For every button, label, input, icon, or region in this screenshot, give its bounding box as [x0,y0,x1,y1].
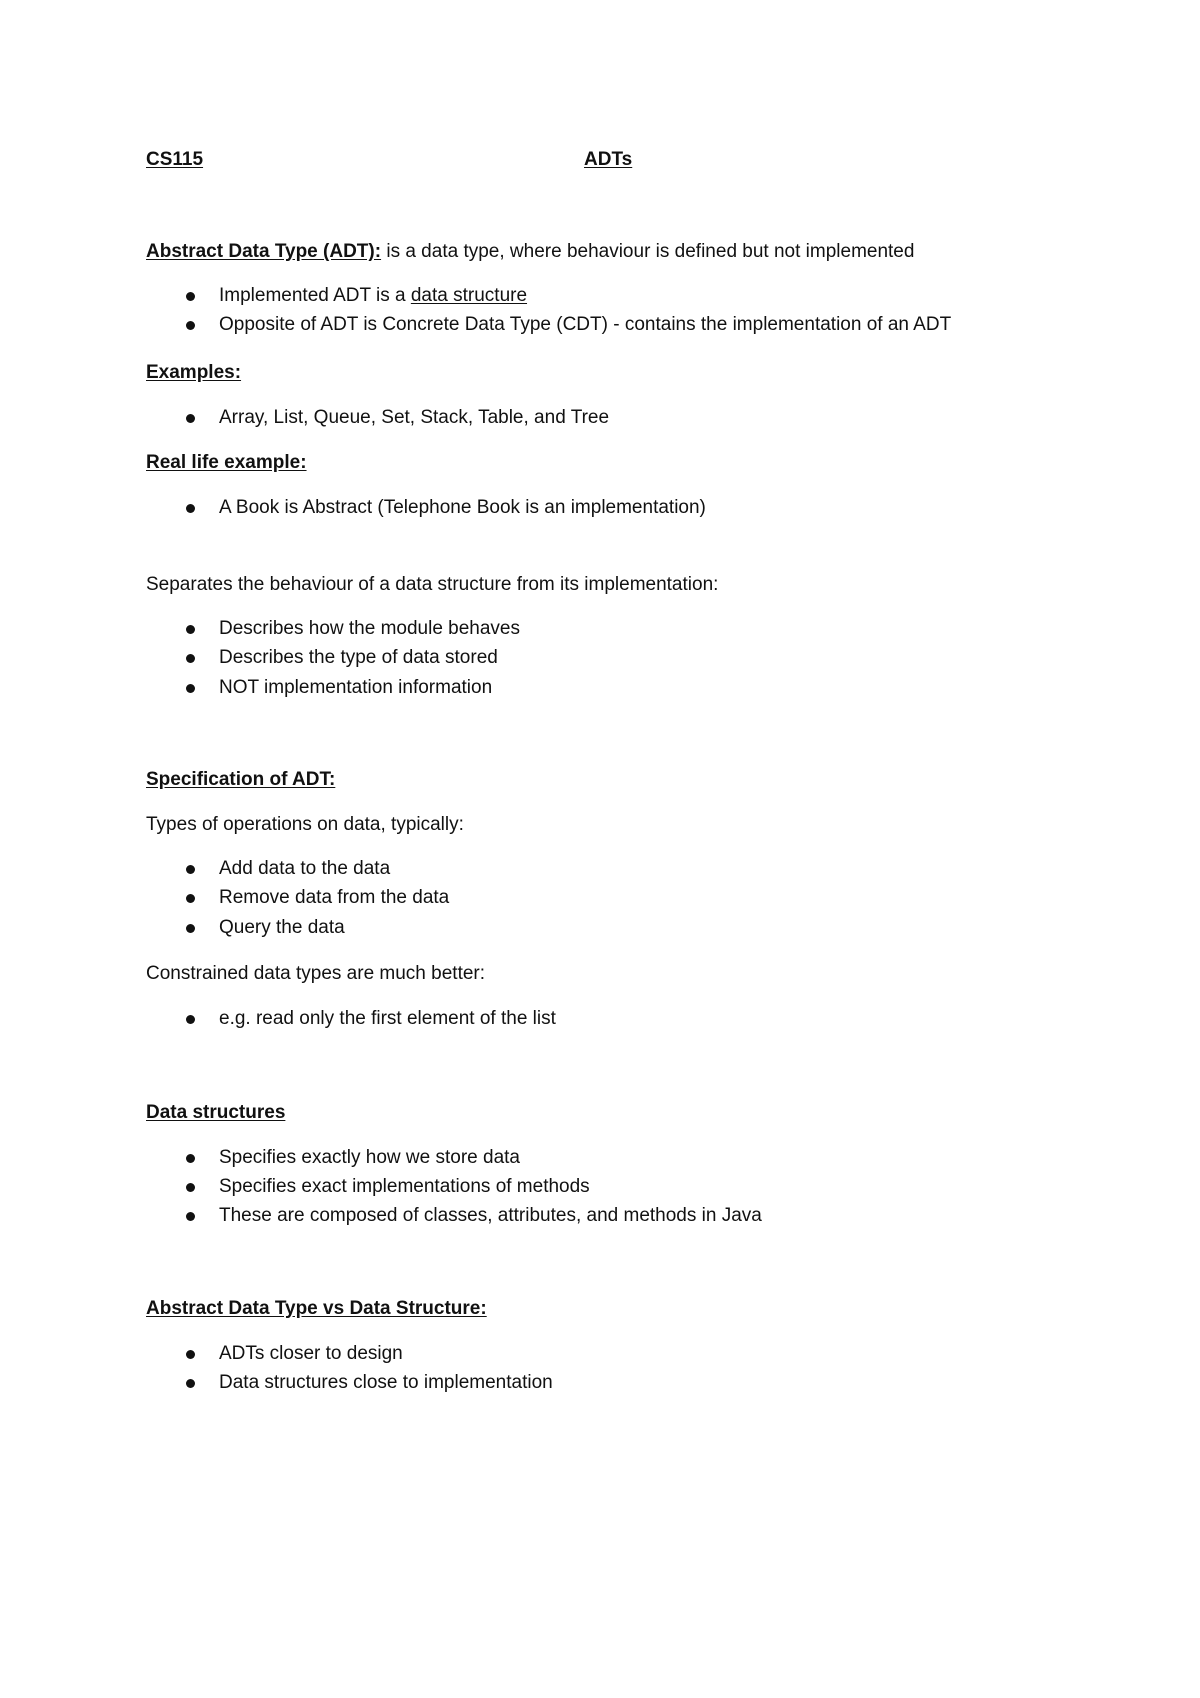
bullet-text: Specifies exact implementations of methods [219,1176,590,1197]
adt-definition-text: is a data type, where behaviour is defined but not implemented [381,241,915,262]
bullet-text: Remove data from the data [219,887,450,908]
bullet-icon [186,1015,195,1024]
bullet-icon [186,321,195,330]
specification-heading: Specification of ADT: [146,769,336,790]
bullet-icon [186,414,195,423]
bullet-text: Describes how the module behaves [219,618,521,639]
bullet-icon [186,1379,195,1388]
bullet-text: A Book is Abstract (Telephone Book is an implementation) [219,497,706,518]
bullet-text: These are composed of classes, attributes, and methods in Java [219,1205,762,1226]
bullet-text: Specifies exactly how we store data [219,1147,520,1168]
bullet-icon [186,894,195,903]
comparison-heading: Abstract Data Type vs Data Structure: [146,1298,487,1319]
adt-term: Abstract Data Type (ADT): [146,241,382,262]
bullet-text: Describes the type of data stored [219,647,498,668]
bullet-text: Data structures close to implementation [219,1372,553,1393]
bullet-text: Array, List, Queue, Set, Stack, Table, and Tree [219,407,610,428]
page-title: ADTs [584,149,633,170]
bullet-icon [186,1212,195,1221]
bullet-icon [186,504,195,513]
constrained-paragraph: Constrained data types are much better: [146,963,486,984]
data-structures-heading: Data structures [146,1102,286,1123]
bullet-icon [186,1350,195,1359]
bullet-icon [186,292,195,301]
adt-definition [146,240,914,264]
bullet-icon [186,865,195,874]
bullet-text: Opposite of ADT is Concrete Data Type (CDT) - contains the implementation of an ADT [219,314,952,335]
separates-paragraph: Separates the behaviour of a data structure from its implementation: [146,574,719,595]
real-life-heading: Real life example: [146,452,307,473]
specification-intro: Types of operations on data, typically: [146,814,464,835]
bullet-icon [186,625,195,634]
bullet-icon [186,1154,195,1163]
examples-heading: Examples: [146,362,242,383]
course-code: CS115 [146,149,204,170]
bullet-icon [186,924,195,933]
bullet-text: Implemented ADT is a [219,285,411,306]
bullet-text: e.g. read only the first element of the list [219,1008,556,1029]
bullet-text: NOT implementation information [219,677,493,698]
bullet-icon [186,654,195,663]
bullet-icon [186,684,195,693]
bullet-text: Query the data [219,917,345,938]
bullet-text: Add data to the data [219,858,391,879]
bullet-icon [186,1183,195,1192]
bullet-text: ADTs closer to design [219,1343,403,1364]
data-structure-term: data structure [410,285,528,306]
